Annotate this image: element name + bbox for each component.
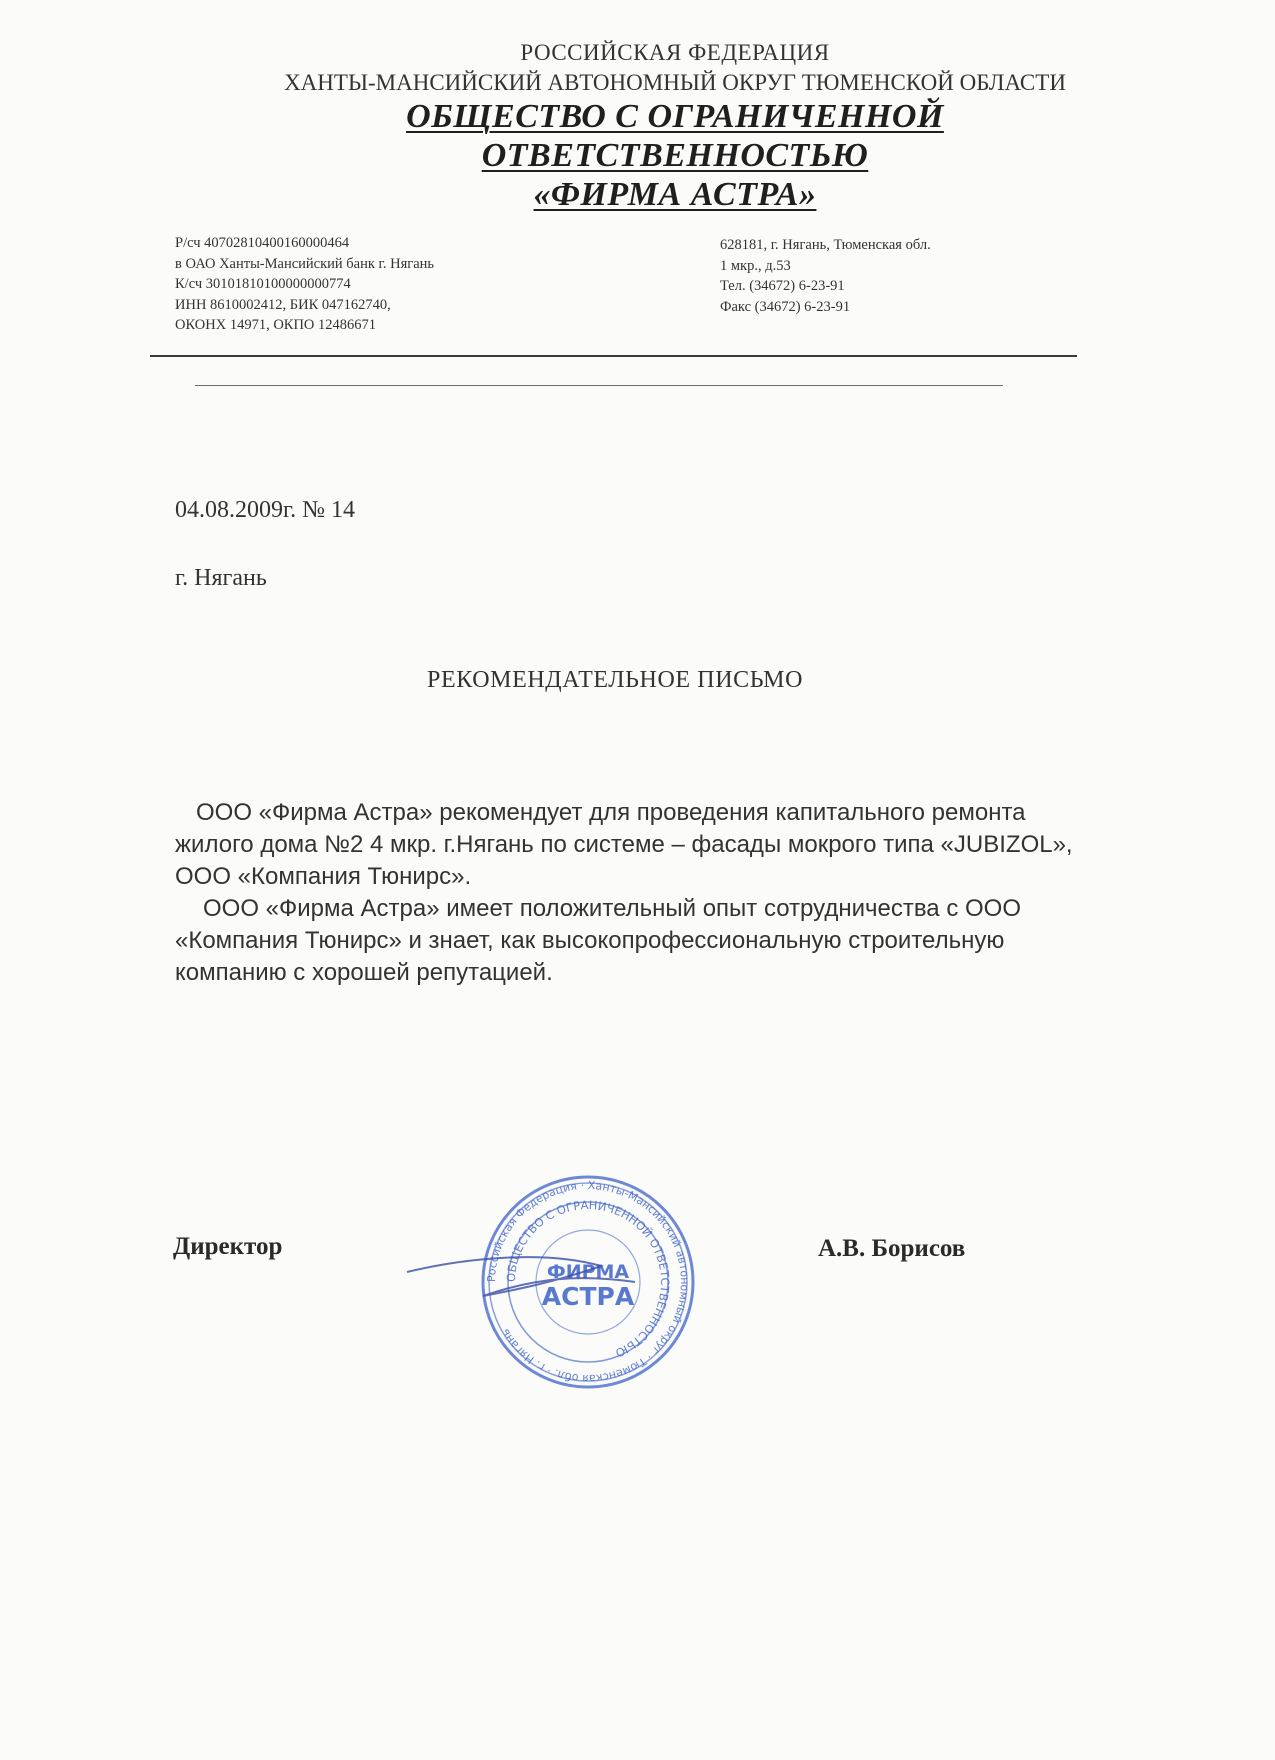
bank-requisites <box>175 233 434 336</box>
stamp-outer-text: Российская Федерация · Ханты-Мансийский автономный округ · Тюменская обл. · г. Нягань <box>484 1178 692 1386</box>
signatory-position: Директор <box>173 1233 283 1260</box>
address-line: 628181, г. Нягань, Тюменская обл. <box>720 237 931 253</box>
body-line: «Компания Тюнирс» и знает, как высокопрофессиональную строительную <box>175 927 1005 954</box>
requisite-line: Р/сч 40702810400160000464 <box>175 235 350 251</box>
header-region: ХАНТЫ-МАНСИЙСКИЙ АВТОНОМНЫЙ ОКРУГ ТЮМЕНСКОЙ ОБЛАСТИ <box>284 70 1066 95</box>
requisite-line: ИНН 8610002412, БИК 047162740, <box>175 296 391 313</box>
header-divider-thick <box>150 355 1077 357</box>
stamp-center-line1: ФИРМА <box>546 1261 630 1283</box>
letter-city: г. Нягань <box>175 565 267 591</box>
address-line: 1 мкр., д.53 <box>720 257 791 274</box>
contact-address <box>720 235 931 317</box>
stamp-inner-text: ОБЩЕСТВО С ОГРАНИЧЕННОЙ ОТВЕТСТВЕННОСТЬЮ <box>503 1197 673 1361</box>
requisite-line: в ОАО Ханты-Мансийский банк г. Нягань <box>175 255 435 272</box>
body-line: ООО «Компания Тюнирс». <box>175 863 472 890</box>
header-country: РОССИЙСКАЯ ФЕДЕРАЦИЯ <box>520 40 830 65</box>
body-line: компанию с хорошей репутацией. <box>175 959 553 986</box>
org-name-line3: «ФИРМА АСТРА» <box>533 176 817 213</box>
body-line: жилого дома №2 4 мкр. г.Нягань по системе – фасады мокрого типа «JUBIZOL», <box>175 831 1073 858</box>
document-title: РЕКОМЕНДАТЕЛЬНОЕ ПИСЬМО <box>427 667 804 693</box>
stamp-center-line2: АСТРА <box>541 1282 635 1311</box>
signatory-name: А.В. Борисов <box>818 1235 966 1262</box>
letter-body <box>175 797 1185 989</box>
company-stamp <box>405 1170 705 1395</box>
org-name-line2: ОТВЕТСТВЕННОСТЬЮ <box>481 137 869 174</box>
address-line: Факс (34672) 6-23-91 <box>720 298 851 315</box>
letter-date-number: 04.08.2009г. № 14 <box>175 497 356 523</box>
body-line: ООО «Фирма Астра» рекомендует для проведения капитального ремонта <box>196 799 1026 826</box>
org-name-line1: ОБЩЕСТВО С ОГРАНИЧЕННОЙ <box>406 98 944 135</box>
requisite-line: К/сч 30101810100000000774 <box>175 276 351 292</box>
body-line: ООО «Фирма Астра» имеет положительный опыт сотрудничества с ООО <box>203 895 1021 922</box>
header-divider-thin <box>195 385 1003 386</box>
address-line: Тел. (34672) 6-23-91 <box>720 278 845 294</box>
requisite-line: ОКОНХ 14971, ОКПО 12486671 <box>175 317 377 333</box>
